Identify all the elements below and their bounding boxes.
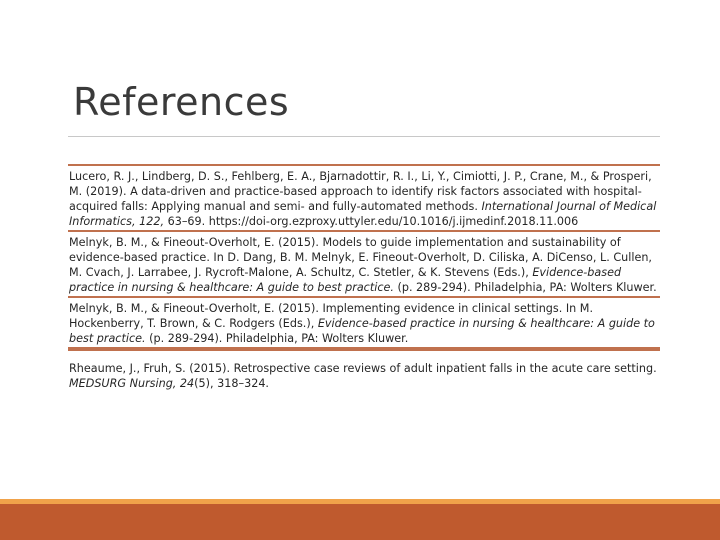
reference-item [68,164,660,230]
reference-source-italic: MEDSURG Nursing, 24 [69,377,195,390]
reference-text-tail: 63–69. https://doi-org.ezproxy.uttyler.edu/10.1016/j.ijmedinf.2018.11.006 [164,215,579,228]
title-divider [68,136,660,137]
reference-text: Lucero, R. J., Lindberg, D. S., Fehlberg, E. A., Bjarnadottir, R. I., Li, Y., Cimiotti, J. P., Crane, M., & Prosperi, M. (2019). A data-driven and practice-based approach to identify risk factors associated with hospital-acquired falls: Applying manual and semi- and fully-automated methods. [69,170,652,213]
reference-source-italic: International Journal of Medical Informatics, 122, [69,200,657,228]
reference-text-tail: (5), 318–324. [194,377,269,390]
reference-text-tail: (p. 289-294). Philadelphia, PA: Wolters Kluwer. [145,332,409,345]
reference-text-tail: (p. 289-294). Philadelphia, PA: Wolters Kluwer. [393,281,657,294]
references-list [68,164,660,397]
reference-text: Rheaume, J., Fruh, S. (2015). Retrospective case reviews of adult inpatient falls in the acute care setting. [69,362,657,375]
footer-band [0,504,720,540]
reference-item [68,230,660,296]
slide-title: References [73,80,290,124]
reference-text: Melnyk, B. M., & Fineout-Overholt, E. (2015). Models to guide implementation and sustainability of evidence-based practice. In D. Dang, B. M. Melnyk, E. Fineout-Overholt, D. Ciliska, A. DiCenso, L. Cullen, M. Cvach, J. Larrabee, J. Rycroft-Malone, A. Schultz, C. Stetler, & K. Stevens (Eds.), [69,236,652,279]
reference-text: Melnyk, B. M., & Fineout-Overholt, E. (2015). Implementing evidence in clinical settings. In M. Hockenberry, T. Brown, & C. Rodgers (Eds.), [69,302,594,330]
reference-item [68,296,660,349]
reference-source-italic: Evidence-based practice in nursing & healthcare: A guide to best practice. [69,317,655,345]
reference-source-italic: Evidence-based practice in nursing & healthcare: A guide to best practice. [69,266,622,294]
reference-item [68,349,660,397]
